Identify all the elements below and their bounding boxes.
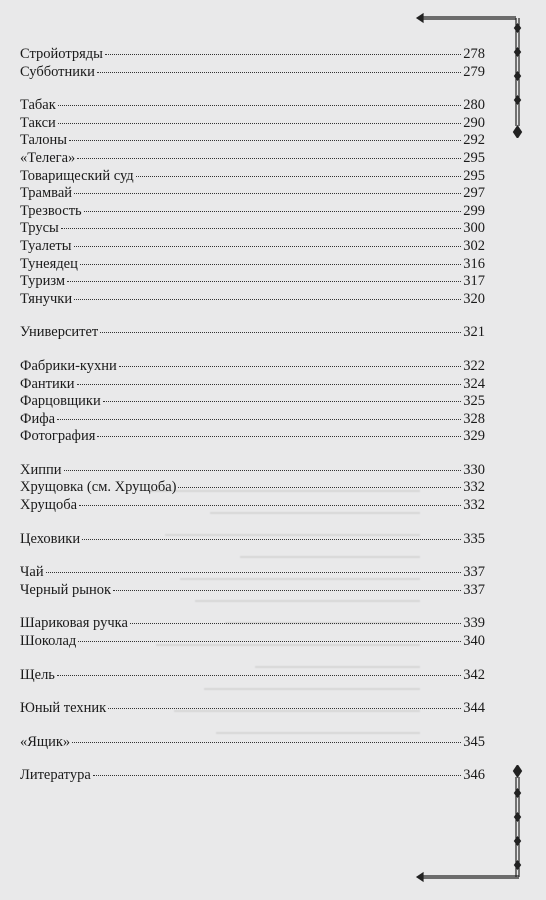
dot-leader	[97, 72, 461, 73]
toc-entry-title: Тунеядец	[20, 255, 78, 272]
toc-section	[20, 700, 485, 718]
toc-entry-title: Тянучки	[20, 290, 73, 307]
dot-leader	[80, 264, 461, 265]
toc-entry	[20, 700, 485, 718]
toc-entry-title: Табак	[20, 97, 56, 114]
dot-leader	[69, 140, 461, 141]
dot-leader	[84, 211, 462, 212]
dot-leader	[178, 487, 461, 488]
dot-leader	[105, 54, 461, 55]
toc-entry	[20, 615, 485, 633]
toc-entry	[20, 582, 485, 600]
toc-entry	[20, 531, 485, 549]
toc-entry	[20, 132, 485, 150]
toc-section	[20, 324, 485, 342]
toc-entry-title: «Телега»	[20, 149, 76, 166]
toc-entry	[20, 428, 485, 446]
toc-entry-title: Цеховики	[20, 530, 81, 547]
toc-entry	[20, 185, 485, 203]
toc-entry-page-number: 339	[463, 615, 485, 632]
toc-entry-page-number: 346	[463, 767, 485, 784]
toc-entry	[20, 767, 485, 785]
toc-entry-page-number: 337	[463, 581, 485, 598]
dot-leader	[108, 708, 461, 709]
toc-entry	[20, 667, 485, 685]
toc-section	[20, 531, 485, 549]
dot-leader	[136, 176, 462, 177]
toc-entry-page-number: 340	[463, 633, 485, 650]
toc-entry-title: Трамвай	[20, 185, 73, 202]
toc-entry-title: Литература	[20, 767, 91, 784]
toc-entry-title: Товарищеский суд	[20, 167, 134, 184]
toc-entry-page-number: 280	[463, 97, 485, 114]
toc-section	[20, 615, 485, 650]
toc-entry-page-number: 329	[463, 428, 485, 445]
toc-entry-page-number: 300	[463, 220, 485, 237]
dot-leader	[130, 623, 461, 624]
dot-leader	[67, 281, 461, 282]
table-of-contents	[20, 46, 485, 801]
toc-section	[20, 564, 485, 599]
toc-entry-page-number: 299	[463, 202, 485, 219]
dot-leader	[77, 384, 462, 385]
dot-leader	[78, 641, 461, 642]
dot-leader	[74, 246, 462, 247]
toc-entry-page-number: 316	[463, 255, 485, 272]
dot-leader	[79, 505, 461, 506]
toc-entry	[20, 393, 485, 411]
toc-entry	[20, 238, 485, 256]
toc-section	[20, 97, 485, 308]
toc-entry	[20, 734, 485, 752]
dot-leader	[72, 742, 461, 743]
toc-entry	[20, 220, 485, 238]
toc-entry	[20, 115, 485, 133]
toc-entry-title: Талоны	[20, 132, 68, 149]
toc-entry-page-number: 302	[463, 237, 485, 254]
toc-entry-title: Фотография	[20, 428, 96, 445]
toc-entry	[20, 411, 485, 429]
toc-entry-title: Трезвость	[20, 202, 82, 219]
toc-entry-page-number: 295	[463, 149, 485, 166]
toc-entry	[20, 97, 485, 115]
toc-entry-title: Хрущовка (см. Хрущоба)	[20, 479, 177, 496]
toc-entry-title: Юный техник	[20, 700, 107, 717]
toc-entry	[20, 256, 485, 274]
toc-entry-title: Хиппи	[20, 461, 62, 478]
dot-leader	[97, 436, 461, 437]
toc-entry-page-number: 328	[463, 410, 485, 427]
toc-entry-title: Щель	[20, 666, 55, 683]
toc-entry	[20, 150, 485, 168]
toc-entry-title: Туризм	[20, 273, 66, 290]
toc-section	[20, 667, 485, 685]
toc-entry-page-number: 332	[463, 479, 485, 496]
dot-leader	[58, 123, 461, 124]
toc-entry-page-number: 290	[463, 114, 485, 131]
toc-entry	[20, 168, 485, 186]
toc-entry-title: Фарцовщики	[20, 393, 101, 410]
toc-entry	[20, 358, 485, 376]
toc-entry	[20, 564, 485, 582]
dot-leader	[77, 158, 461, 159]
dot-leader	[74, 193, 461, 194]
toc-entry-page-number: 344	[463, 700, 485, 717]
dot-leader	[113, 590, 461, 591]
toc-section	[20, 767, 485, 785]
toc-entry-page-number: 345	[463, 733, 485, 750]
toc-entry-page-number: 320	[463, 290, 485, 307]
toc-entry-page-number: 325	[463, 393, 485, 410]
toc-entry-title: Университет	[20, 324, 99, 341]
toc-entry-page-number: 278	[463, 46, 485, 62]
toc-entry	[20, 497, 485, 515]
toc-entry	[20, 462, 485, 480]
toc-entry-page-number: 330	[463, 461, 485, 478]
toc-entry-page-number: 335	[463, 530, 485, 547]
toc-entry-page-number: 324	[463, 375, 485, 392]
toc-entry-page-number: 317	[463, 273, 485, 290]
toc-entry-title: Чай	[20, 564, 44, 581]
dot-leader	[64, 470, 462, 471]
dot-leader	[74, 299, 461, 300]
toc-entry-title: Субботники	[20, 63, 95, 80]
toc-entry-title: Шариковая ручка	[20, 615, 128, 632]
toc-entry-page-number: 342	[463, 666, 485, 683]
toc-entry	[20, 203, 485, 221]
toc-entry-page-number: 297	[463, 185, 485, 202]
dot-leader	[93, 775, 461, 776]
toc-entry-title: Такси	[20, 114, 56, 131]
toc-entry-title: Черный рынок	[20, 581, 112, 598]
toc-entry-title: Стройотряды	[20, 46, 103, 62]
toc-entry	[20, 479, 485, 497]
dot-leader	[82, 539, 461, 540]
toc-entry	[20, 291, 485, 309]
toc-section	[20, 46, 485, 81]
toc-entry-page-number: 295	[463, 167, 485, 184]
dot-leader	[100, 332, 461, 333]
toc-section	[20, 734, 485, 752]
dot-leader	[61, 228, 461, 229]
toc-entry	[20, 273, 485, 291]
toc-entry	[20, 633, 485, 651]
toc-entry-page-number: 321	[463, 324, 485, 341]
toc-section	[20, 358, 485, 446]
dot-leader	[57, 419, 461, 420]
toc-entry-title: Фабрики-кухни	[20, 357, 117, 374]
dot-leader	[103, 401, 462, 402]
toc-entry-title: Фантики	[20, 375, 75, 392]
toc-entry-title: Трусы	[20, 220, 59, 237]
toc-entry-title: «Ящик»	[20, 733, 71, 750]
toc-entry-page-number: 292	[463, 132, 485, 149]
toc-section	[20, 462, 485, 515]
dot-leader	[57, 675, 461, 676]
toc-entry	[20, 324, 485, 342]
dot-leader	[58, 105, 461, 106]
toc-entry-title: Фифа	[20, 410, 56, 427]
dot-leader	[119, 366, 461, 367]
toc-entry	[20, 64, 485, 82]
toc-entry-title: Хрущоба	[20, 497, 78, 514]
toc-entry-page-number: 322	[463, 357, 485, 374]
toc-entry-page-number: 337	[463, 564, 485, 581]
toc-entry-title: Шоколад	[20, 633, 77, 650]
toc-entry	[20, 46, 485, 64]
toc-entry-page-number: 332	[463, 497, 485, 514]
dot-leader	[46, 572, 462, 573]
toc-entry	[20, 376, 485, 394]
toc-entry-page-number: 279	[463, 63, 485, 80]
toc-entry-title: Туалеты	[20, 237, 72, 254]
